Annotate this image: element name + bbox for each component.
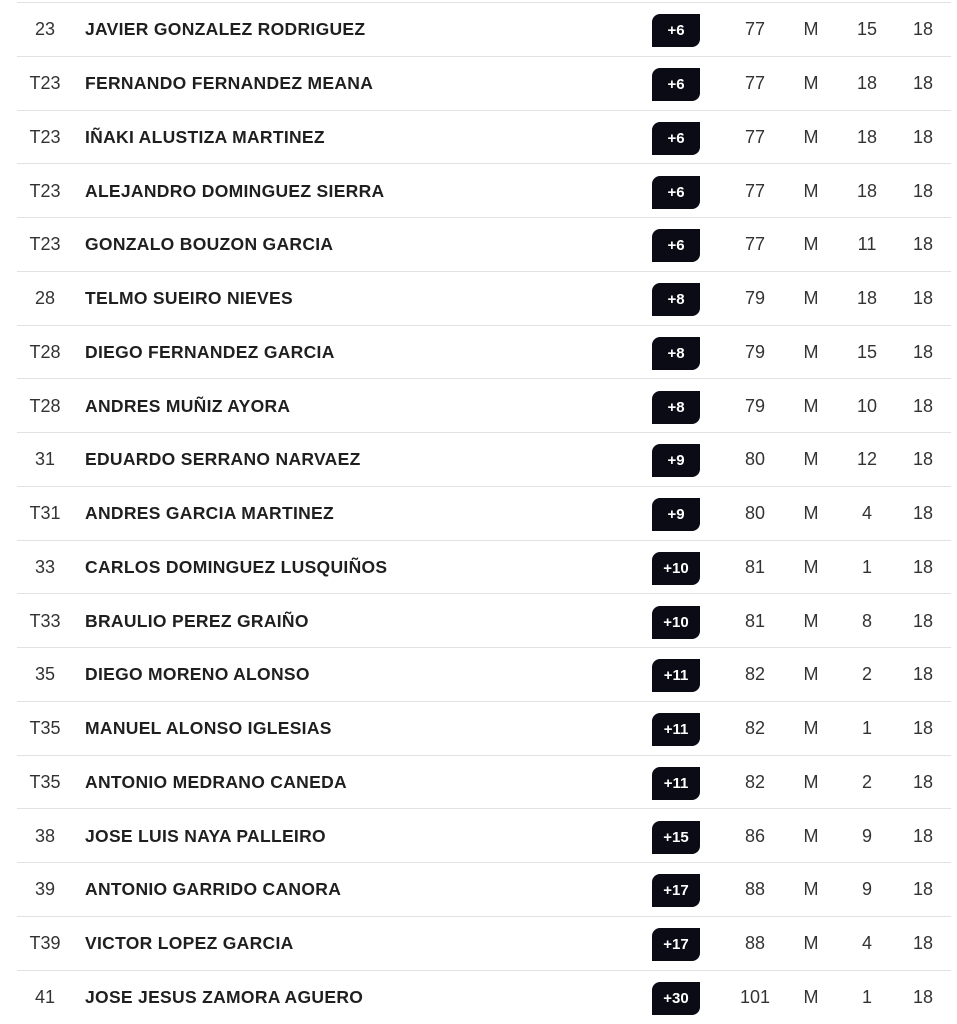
table-row[interactable] — [0, 57, 957, 111]
position-cell: T23 — [29, 234, 61, 255]
holes-cell: 18 — [912, 395, 934, 416]
player-name[interactable]: ANDRES GARCIA MARTINEZ — [85, 503, 335, 524]
player-name[interactable]: ALEJANDRO DOMINGUEZ SIERRA — [85, 180, 385, 201]
table-row[interactable] — [0, 218, 957, 272]
score-badge: +17 — [652, 928, 700, 961]
position-cell: T23 — [29, 126, 61, 147]
category-cell: M — [803, 933, 819, 954]
holes-cell: 18 — [912, 73, 934, 94]
score-badge: +17 — [652, 874, 700, 907]
total-strokes-cell: 79 — [744, 341, 766, 362]
category-cell: M — [803, 73, 819, 94]
holes-cell: 18 — [912, 449, 934, 470]
table-row[interactable] — [0, 111, 957, 165]
total-strokes-cell: 79 — [744, 395, 766, 416]
score-cell — [652, 272, 700, 326]
thru-cell: 12 — [856, 449, 878, 470]
table-row[interactable] — [0, 756, 957, 810]
category-cell: M — [803, 879, 819, 900]
total-strokes-cell: 80 — [744, 449, 766, 470]
holes-cell: 18 — [912, 771, 934, 792]
holes-cell: 18 — [912, 341, 934, 362]
total-strokes-cell: 86 — [744, 825, 766, 846]
score-cell — [652, 971, 700, 1024]
category-cell: M — [803, 341, 819, 362]
category-cell: M — [803, 771, 819, 792]
score-cell — [652, 541, 700, 595]
player-name[interactable]: TELMO SUEIRO NIEVES — [85, 288, 293, 309]
position-cell: T23 — [29, 73, 61, 94]
table-row[interactable] — [0, 863, 957, 917]
position-cell: T28 — [29, 395, 61, 416]
category-cell: M — [803, 126, 819, 147]
player-name[interactable]: GONZALO BOUZON GARCIA — [85, 234, 334, 255]
total-strokes-cell: 82 — [744, 664, 766, 685]
table-row[interactable] — [0, 272, 957, 326]
position-cell: 23 — [34, 19, 56, 40]
score-badge: +6 — [652, 122, 700, 155]
category-cell: M — [803, 610, 819, 631]
leaderboard-rows — [0, 3, 957, 1024]
holes-cell: 18 — [912, 503, 934, 524]
total-strokes-cell: 77 — [744, 180, 766, 201]
thru-cell: 1 — [861, 986, 872, 1007]
total-strokes-cell: 80 — [744, 503, 766, 524]
holes-cell: 18 — [912, 986, 934, 1007]
category-cell: M — [803, 986, 819, 1007]
category-cell: M — [803, 19, 819, 40]
score-badge: +6 — [652, 229, 700, 262]
table-row[interactable] — [0, 648, 957, 702]
score-cell — [652, 326, 700, 380]
player-name[interactable]: DIEGO FERNANDEZ GARCIA — [85, 341, 335, 362]
player-name[interactable]: IÑAKI ALUSTIZA MARTINEZ — [85, 126, 325, 147]
score-badge: +11 — [652, 767, 700, 800]
total-strokes-cell: 81 — [744, 556, 766, 577]
score-cell — [652, 164, 700, 218]
category-cell: M — [803, 395, 819, 416]
category-cell: M — [803, 664, 819, 685]
score-badge: +8 — [652, 337, 700, 370]
table-row[interactable] — [0, 326, 957, 380]
score-badge: +30 — [652, 982, 700, 1015]
table-row[interactable] — [0, 433, 957, 487]
position-cell: 41 — [34, 986, 56, 1007]
position-cell: T31 — [29, 503, 61, 524]
table-row[interactable] — [0, 917, 957, 971]
position-cell: 35 — [34, 664, 56, 685]
total-strokes-cell: 77 — [744, 126, 766, 147]
total-strokes-cell: 77 — [744, 19, 766, 40]
score-cell — [652, 756, 700, 810]
score-badge: +6 — [652, 68, 700, 101]
holes-cell: 18 — [912, 664, 934, 685]
position-cell: 38 — [34, 825, 56, 846]
table-row[interactable] — [0, 971, 957, 1024]
score-badge: +11 — [652, 713, 700, 746]
score-cell — [652, 863, 700, 917]
player-name[interactable]: ANDRES MUÑIZ AYORA — [85, 395, 291, 416]
thru-cell: 2 — [861, 771, 872, 792]
position-cell: T39 — [29, 933, 61, 954]
score-cell — [652, 111, 700, 165]
score-cell — [652, 379, 700, 433]
holes-cell: 18 — [912, 556, 934, 577]
table-row[interactable] — [0, 164, 957, 218]
player-name[interactable]: JOSE JESUS ZAMORA AGUERO — [85, 986, 364, 1007]
player-name[interactable]: JAVIER GONZALEZ RODRIGUEZ — [85, 19, 366, 40]
category-cell: M — [803, 288, 819, 309]
thru-cell: 8 — [861, 610, 872, 631]
score-badge: +11 — [652, 659, 700, 692]
player-name[interactable]: ANTONIO MEDRANO CANEDA — [85, 771, 347, 792]
player-name[interactable]: BRAULIO PEREZ GRAIÑO — [85, 610, 309, 631]
score-cell — [652, 3, 700, 57]
category-cell: M — [803, 180, 819, 201]
position-cell: T28 — [29, 341, 61, 362]
total-strokes-cell: 77 — [744, 73, 766, 94]
total-strokes-cell: 79 — [744, 288, 766, 309]
category-cell: M — [803, 449, 819, 470]
score-badge: +8 — [652, 391, 700, 424]
score-cell — [652, 487, 700, 541]
thru-cell: 15 — [856, 341, 878, 362]
thru-cell: 11 — [857, 234, 877, 255]
score-cell — [652, 218, 700, 272]
score-cell — [652, 57, 700, 111]
total-strokes-cell: 101 — [739, 986, 771, 1007]
player-name[interactable]: ANTONIO GARRIDO CANORA — [85, 879, 342, 900]
total-strokes-cell: 77 — [744, 234, 766, 255]
table-row[interactable] — [0, 702, 957, 756]
holes-cell: 18 — [912, 825, 934, 846]
thru-cell: 1 — [861, 718, 872, 739]
position-cell: 28 — [34, 288, 56, 309]
category-cell: M — [803, 503, 819, 524]
table-row[interactable] — [0, 809, 957, 863]
position-cell: T33 — [29, 610, 61, 631]
table-row[interactable] — [0, 594, 957, 648]
position-cell: T35 — [29, 718, 61, 739]
score-cell — [652, 809, 700, 863]
thru-cell: 18 — [856, 73, 878, 94]
holes-cell: 18 — [912, 933, 934, 954]
score-badge: +8 — [652, 283, 700, 316]
thru-cell: 9 — [861, 879, 872, 900]
player-name[interactable]: JOSE LUIS NAYA PALLEIRO — [85, 825, 326, 846]
total-strokes-cell: 88 — [744, 933, 766, 954]
player-name[interactable]: DIEGO MORENO ALONSO — [85, 664, 310, 685]
total-strokes-cell: 82 — [744, 771, 766, 792]
thru-cell: 18 — [856, 288, 878, 309]
thru-cell: 4 — [861, 933, 872, 954]
table-row[interactable] — [0, 379, 957, 433]
score-cell — [652, 433, 700, 487]
score-badge: +10 — [652, 552, 700, 585]
total-strokes-cell: 88 — [744, 879, 766, 900]
holes-cell: 18 — [912, 19, 934, 40]
position-cell: T23 — [29, 180, 61, 201]
score-cell — [652, 702, 700, 756]
holes-cell: 18 — [912, 610, 934, 631]
thru-cell: 4 — [861, 503, 872, 524]
thru-cell: 18 — [856, 126, 878, 147]
player-name[interactable]: CARLOS DOMINGUEZ LUSQUIÑOS — [85, 556, 388, 577]
thru-cell: 1 — [861, 556, 872, 577]
position-cell: 31 — [34, 449, 56, 470]
category-cell: M — [803, 825, 819, 846]
score-badge: +9 — [652, 498, 700, 531]
category-cell: M — [803, 234, 819, 255]
category-cell: M — [803, 718, 819, 739]
position-cell: 39 — [34, 879, 56, 900]
player-name[interactable]: VICTOR LOPEZ GARCIA — [85, 933, 294, 954]
holes-cell: 18 — [912, 288, 934, 309]
score-badge: +6 — [652, 176, 700, 209]
score-badge: +15 — [652, 821, 700, 854]
table-row[interactable] — [0, 487, 957, 541]
position-cell: 33 — [34, 556, 56, 577]
player-name[interactable]: FERNANDO FERNANDEZ MEANA — [85, 73, 374, 94]
table-row[interactable] — [0, 541, 957, 595]
score-cell — [652, 648, 700, 702]
holes-cell: 18 — [912, 879, 934, 900]
thru-cell: 18 — [856, 180, 878, 201]
holes-cell: 18 — [912, 180, 934, 201]
score-badge: +9 — [652, 444, 700, 477]
table-row[interactable] — [0, 3, 957, 57]
score-cell — [652, 917, 700, 971]
score-badge: +6 — [652, 14, 700, 47]
total-strokes-cell: 82 — [744, 718, 766, 739]
category-cell: M — [803, 556, 819, 577]
holes-cell: 18 — [912, 718, 934, 739]
player-name[interactable]: MANUEL ALONSO IGLESIAS — [85, 718, 332, 739]
score-cell — [652, 594, 700, 648]
thru-cell: 10 — [856, 395, 878, 416]
thru-cell: 2 — [861, 664, 872, 685]
holes-cell: 18 — [912, 234, 934, 255]
score-badge: +10 — [652, 606, 700, 639]
total-strokes-cell: 81 — [744, 610, 766, 631]
position-cell: T35 — [29, 771, 61, 792]
holes-cell: 18 — [912, 126, 934, 147]
player-name[interactable]: EDUARDO SERRANO NARVAEZ — [85, 449, 361, 470]
thru-cell: 9 — [861, 825, 872, 846]
thru-cell: 15 — [856, 19, 878, 40]
